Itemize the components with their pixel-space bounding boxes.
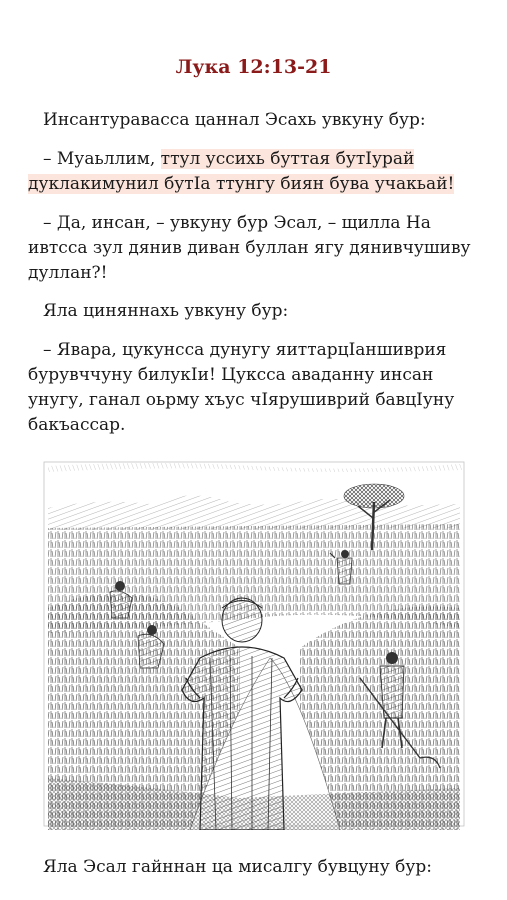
paragraph-3: – Да, инсан, – увкуну бур Эсал, – щилла На ивтсса зул дянив диван буллан ягу дянивчушиву дуллан?! — [28, 213, 471, 283]
paragraph-2 — [28, 147, 488, 197]
paragraph-6: Яла Эсал гайннан ца мисалгу бувцуну бур: — [43, 857, 432, 877]
harvest-illustration — [40, 458, 468, 830]
paragraph-4: Яла циняннахь увкуну бур: — [43, 301, 289, 321]
paragraph-5: – Явара, цукунсса дунугу яиттарцIаншиврия бурувччуну билукIи! Цуксса аваданну инсан унугу, ганал оьрму хъус чIярушиврий бавцIуну бакъассар. — [28, 340, 455, 435]
paragraph-2-text: – Муаьллим, — [43, 149, 161, 169]
highlighted-text[interactable]: ттул уссихь буттая бутIурай — [160, 149, 415, 169]
passage-reference: Лука 12:13-21 — [175, 56, 332, 78]
paragraph-1: Инсантуравасса цаннал Эсахь увкуну бур: — [43, 110, 426, 130]
highlighted-text[interactable]: дуклакимунил бутIа ттунгу биян бува учакьай! — [28, 174, 455, 194]
